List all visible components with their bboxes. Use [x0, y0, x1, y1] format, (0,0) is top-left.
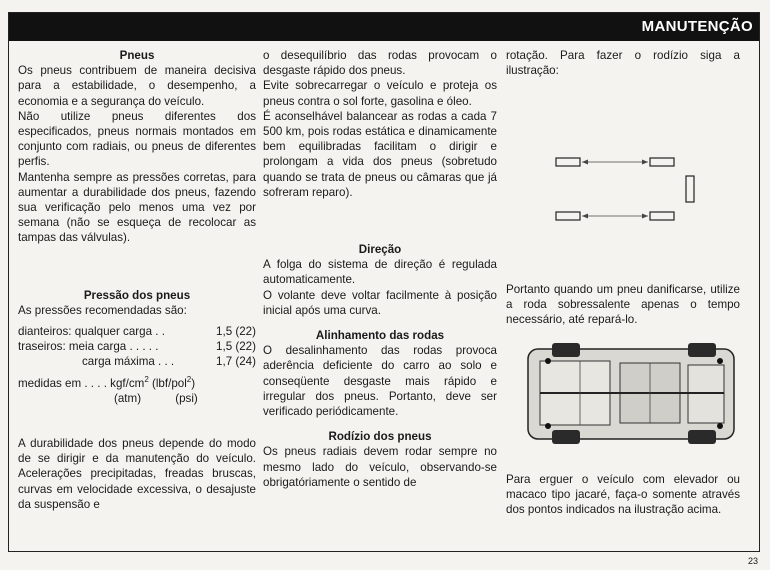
units-row: [18, 376, 256, 391]
paragraph-pneus-2: Não utilize pneus diferentes dos especificados, pneus normais montados em conjunto com radiais, ou pneus de diferentes perfis.: [18, 109, 256, 169]
paragraph-cont-2: Evite sobrecarregar o veículo e proteja os pneus contra o sol forte, gasolina e óleo.: [263, 79, 497, 108]
pressure-label: dianteiros: qualquer carga . .: [18, 325, 165, 339]
pressure-row-dianteiros: [18, 324, 256, 339]
paragraph-pneus-3: Mantenha sempre as pressões corretas, para aumentar a durabilidade dos pneus, fazendo sua verificação pelo menos uma vez por semana (não se esqueça de recolocar as tampas das válvulas).: [18, 170, 256, 245]
spare-tire-icon: [686, 176, 694, 202]
paragraph-cont-1: o desequilíbrio das rodas provocam o desgaste rápido dos pneus.: [263, 49, 497, 78]
column-2: [263, 44, 497, 490]
lift-point-icon: [717, 423, 723, 429]
car-underside-illustration: [520, 341, 742, 446]
heading-pneus: Pneus: [119, 49, 155, 62]
paragraph-alinhamento: O desalinhamento das rodas provoca aderência deficiente do carro ao solo e conseqüente desgaste mais rápido e irregular dos pneus. Portanto, deve ser verificado periódicamente.: [263, 344, 497, 419]
pressure-value: 1,5 (22): [216, 340, 256, 354]
units-names-row: [18, 391, 256, 406]
wheel-rear-right-icon: [688, 430, 716, 444]
pressure-label: traseiros: meia carga . . . . .: [18, 340, 159, 354]
paragraph-rodizio: Os pneus radiais devem rodar sempre no mesmo lado do veículo, observando-se obrigatóriamente o sentido de: [263, 445, 497, 489]
pressure-value: 1,7 (24): [216, 355, 256, 369]
column-3-lower: [506, 282, 740, 328]
heading-alinhamento: Alinhamento das rodas: [315, 329, 445, 343]
pressure-label: carga máxima . . .: [82, 355, 175, 369]
paragraph-rotacao: rotação. Para fazer o rodízio siga a ilustração:: [506, 49, 740, 78]
heading-rodizio: Rodízio dos pneus: [328, 430, 432, 444]
column-1: [18, 44, 256, 512]
pressure-value: 1,5 (22): [216, 325, 256, 339]
wheel-rear-left-icon: [688, 343, 716, 357]
lift-point-icon: [717, 358, 723, 364]
lift-point-icon: [545, 358, 551, 364]
paragraph-pneus-1: Os pneus contribuem de maneira decisiva para a estabilidade, o desempenho, a economia e a segurança do veículo.: [18, 64, 256, 108]
tire-rotation-diagram: [540, 150, 710, 230]
paragraph-direcao-2: O volante deve voltar facilmente à posição inicial após uma curva.: [263, 288, 497, 317]
paragraph-portanto: Portanto quando um pneu danificarse, utilize a roda sobressalente apenas o tempo necessário, até repará-lo.: [506, 283, 740, 327]
wheel-front-left-icon: [552, 343, 580, 357]
heading-direcao: Direção: [358, 243, 402, 257]
tire-front-right-icon: [650, 158, 674, 166]
section-title: MANUTENÇÃO: [641, 18, 753, 35]
paragraph-durabilidade: A durabilidade dos pneus depende do modo de se dirigir e da manutenção do veículo. Acelerações precipitadas, freadas bruscas, curvas em velocidade excessiva, o desajuste da suspensão e: [18, 437, 256, 511]
medidas-label: medidas em . . . .: [18, 376, 107, 390]
pressure-row-traseiros: [18, 339, 256, 354]
unit-kgf: kgf/$cm^2$ (lbf/pol$^2$): [110, 374, 196, 390]
lift-point-icon: [545, 423, 551, 429]
page-number: 23: [747, 556, 758, 566]
tire-rear-left-icon: [556, 212, 580, 220]
unit-atm: (atm): [114, 391, 142, 405]
column-3-bottom: [506, 472, 740, 518]
wheel-front-right-icon: [552, 430, 580, 444]
paragraph-pressao-intro: As pressões recomendadas são:: [18, 303, 187, 317]
paragraph-direcao-1: A folga do sistema de direção é regulada automaticamente.: [263, 258, 497, 287]
header-bar: [9, 13, 759, 41]
heading-pressao: Pressão dos pneus: [83, 288, 191, 302]
paragraph-erguer: Para erguer o veículo com elevador ou macaco tipo jacaré, faça-o somente através dos pontos indicados na ilustração acima.: [506, 473, 740, 517]
paragraph-cont-3: É aconselhável balancear as rodas a cada 7 500 km, pois rodas estática e dinamicamente bem equilibradas facilitam o dirigir e prolongam a vida dos pneus (sobretudo quando se trata de pneus ou câmaras que já sofreram reparo).: [263, 109, 497, 199]
tire-rear-right-icon: [650, 212, 674, 220]
tire-front-left-icon: [556, 158, 580, 166]
column-3: [506, 44, 740, 78]
unit-psi: (psi): [175, 391, 198, 405]
pressure-row-carga-maxima: [18, 354, 256, 369]
